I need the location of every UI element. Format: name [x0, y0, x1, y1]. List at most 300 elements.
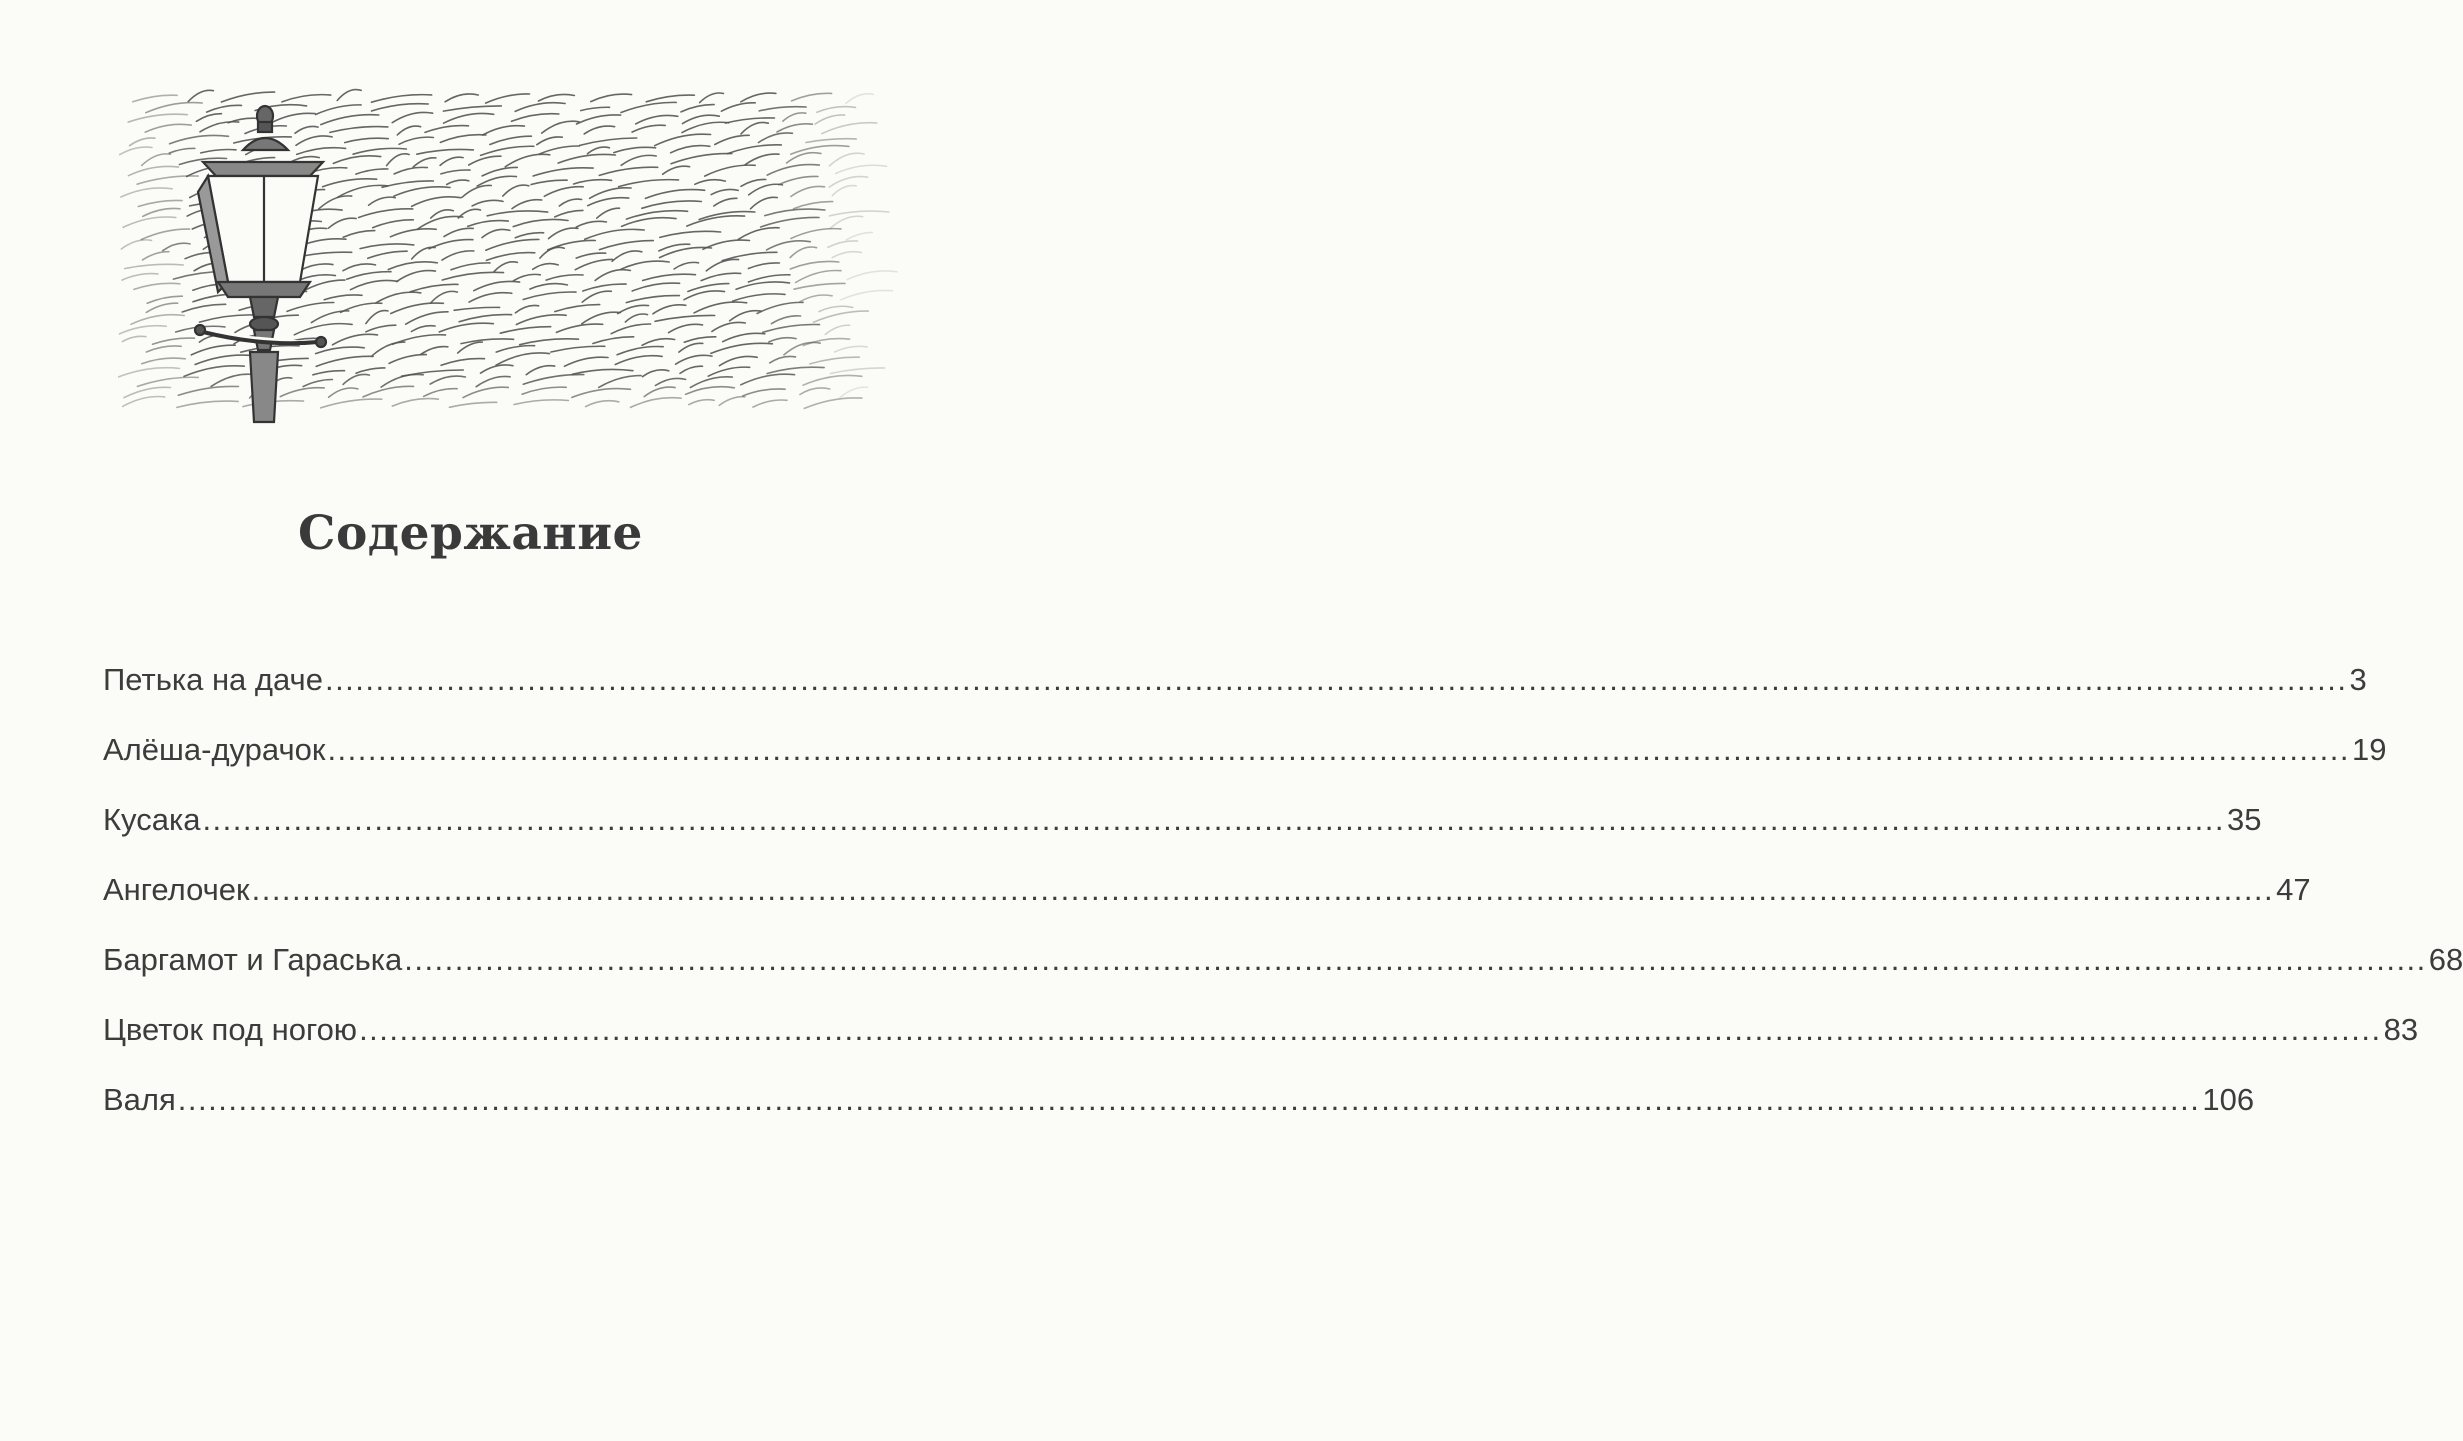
hatch-stroke — [538, 94, 574, 101]
hatch-stroke — [451, 263, 490, 270]
hatch-stroke — [625, 314, 647, 322]
hatch-stroke — [682, 122, 729, 132]
hatch-stroke — [741, 179, 766, 186]
hatch-stroke — [711, 343, 773, 353]
hatch-stroke — [439, 323, 493, 332]
hatch-stroke — [413, 158, 436, 167]
hatch-stroke — [397, 271, 436, 282]
hatch-stroke — [564, 357, 608, 366]
hatch-stroke — [708, 367, 750, 376]
hatch-stroke — [559, 199, 581, 206]
hatch-stroke — [659, 244, 690, 251]
hatch-stroke — [351, 280, 398, 289]
hatch-stroke — [170, 135, 229, 143]
hatch-stroke — [588, 198, 629, 206]
hatch-stroke — [846, 232, 872, 240]
hatch-stroke — [476, 376, 510, 386]
hatch-stroke — [321, 399, 382, 408]
hatch-stroke — [356, 169, 388, 174]
hatch-stroke — [767, 165, 819, 176]
toc-entry-title: Ангелочек — [103, 872, 250, 907]
hatch-stroke — [674, 262, 698, 269]
hatch-stroke — [137, 176, 198, 184]
toc-entry-page: 47 — [2276, 872, 2311, 907]
hatch-stroke — [804, 398, 862, 408]
hatch-stroke — [282, 95, 331, 102]
hatch-stroke — [272, 113, 316, 122]
toc-leader-dots: ........................................................................................................................................................................................................ — [359, 1012, 2382, 1047]
hatch-stroke — [828, 241, 858, 247]
hatch-stroke — [655, 378, 685, 385]
toc-entry — [103, 768, 2262, 838]
hatch-stroke — [381, 374, 423, 387]
hatch-stroke — [587, 147, 609, 154]
hatch-stroke — [829, 211, 889, 216]
hatch-stroke — [360, 244, 414, 249]
hatch-stroke — [753, 400, 787, 407]
toc-entry-page: 106 — [2202, 1082, 2255, 1117]
hatch-stroke — [412, 197, 461, 207]
hatch-stroke — [392, 112, 432, 122]
hatch-stroke — [777, 124, 812, 132]
hatch-stroke — [440, 135, 486, 143]
hatch-stroke — [474, 281, 520, 290]
toc-leader-dots: ........................................................................................................................................................................................................ — [327, 732, 2350, 767]
hatch-stroke — [120, 326, 167, 334]
hatch-stroke — [597, 208, 620, 218]
hatch-stroke — [721, 103, 755, 111]
hatch-stroke — [123, 217, 176, 227]
hatch-stroke — [580, 138, 637, 145]
hatch-stroke — [412, 247, 435, 259]
hatch-stroke — [121, 188, 172, 197]
hatch-stroke — [191, 345, 235, 355]
hatch-stroke — [459, 315, 512, 322]
hatch-stroke — [669, 324, 703, 332]
hatch-stroke — [421, 347, 448, 355]
hatch-stroke — [645, 190, 704, 199]
hatch-stroke — [520, 339, 579, 345]
hatch-stroke — [617, 346, 663, 354]
hatch-stroke — [642, 339, 675, 346]
hatch-stroke — [584, 126, 614, 134]
hatch-stroke — [686, 387, 735, 395]
hatch-stroke — [631, 398, 682, 408]
hatch-stroke — [153, 338, 195, 344]
hatch-stroke — [390, 229, 436, 237]
hatch-stroke — [794, 283, 845, 289]
hatch-stroke — [549, 228, 578, 239]
hatch-stroke — [128, 114, 187, 122]
hatch-stroke — [134, 283, 180, 289]
hatch-stroke — [576, 221, 606, 227]
street-lamp-illustration — [78, 92, 858, 422]
hatch-stroke — [188, 90, 213, 101]
hatch-stroke — [653, 305, 686, 314]
hatch-stroke — [417, 216, 462, 229]
hatch-stroke — [714, 198, 737, 206]
hatch-stroke — [444, 228, 473, 236]
hatch-stroke — [469, 156, 501, 165]
toc-leader-dots: ........................................................................................................................................................................................................ — [202, 802, 2225, 837]
hatch-stroke — [145, 124, 191, 132]
hatch-stroke — [363, 386, 414, 397]
hatch-stroke — [690, 377, 732, 388]
hatch-stroke — [441, 359, 484, 366]
hatch-stroke — [819, 306, 853, 311]
hatch-stroke — [599, 167, 657, 175]
hatch-stroke — [178, 386, 238, 395]
hatch-stroke — [741, 374, 795, 385]
hatch-stroke — [712, 322, 745, 331]
hatch-stroke — [333, 334, 378, 345]
hatch-stroke — [337, 90, 361, 101]
hatch-stroke — [512, 114, 559, 122]
hatch-stroke — [701, 273, 741, 280]
hatch-stroke — [449, 402, 496, 407]
hatch-stroke — [477, 176, 516, 186]
hatch-stroke — [595, 270, 630, 281]
toc-entry-page: 3 — [2349, 662, 2367, 697]
hatch-stroke — [533, 168, 593, 176]
hatch-stroke — [454, 307, 500, 310]
hatch-stroke — [146, 346, 181, 352]
hatch-stroke — [599, 376, 641, 388]
hatch-stroke — [796, 270, 841, 282]
hatch-stroke — [660, 231, 721, 237]
hatch-stroke — [425, 126, 469, 133]
hatch-stroke — [200, 315, 253, 322]
hatch-stroke — [758, 133, 792, 143]
hatch-stroke — [142, 154, 171, 166]
hatch-stroke — [125, 264, 184, 268]
hatch-stroke — [763, 324, 820, 332]
hatch-stroke — [572, 389, 631, 398]
hatch-stroke — [825, 325, 849, 334]
hatch-stroke — [830, 216, 863, 228]
hatch-stroke — [195, 355, 250, 364]
hatch-stroke — [406, 312, 448, 324]
hatch-stroke — [123, 396, 165, 406]
toc-entry-page: 19 — [2352, 732, 2387, 767]
hatch-stroke — [738, 228, 779, 240]
hatch-stroke — [741, 122, 768, 133]
hatch-stroke — [316, 356, 373, 366]
hatch-stroke — [586, 401, 619, 407]
hatch-stroke — [221, 92, 274, 102]
hatch-stroke — [655, 134, 711, 146]
hatch-stroke — [574, 180, 612, 184]
hatch-stroke — [443, 106, 501, 111]
hatch-stroke — [515, 103, 565, 112]
hatch-stroke — [743, 389, 785, 396]
hatch-stroke — [803, 375, 862, 385]
hatch-stroke — [745, 154, 779, 165]
hatch-stroke — [694, 302, 747, 313]
hatch-stroke — [794, 202, 833, 209]
hatch-stroke — [684, 337, 716, 342]
hatch-stroke — [445, 94, 478, 102]
hatch-stroke — [368, 251, 407, 258]
hatch-stroke — [619, 180, 679, 187]
toc-leader-dots: ........................................................................................................................................................................................................ — [404, 942, 2427, 977]
hatch-stroke — [671, 154, 732, 164]
hatch-stroke — [832, 252, 861, 258]
hatch-stroke — [748, 263, 779, 269]
hatch-stroke — [299, 264, 333, 271]
hatch-stroke — [591, 94, 632, 101]
hatch-stroke — [771, 316, 800, 324]
hatch-stroke — [790, 261, 839, 269]
hatch-stroke — [316, 105, 362, 115]
hatch-stroke — [297, 148, 346, 155]
hatch-stroke — [515, 305, 538, 312]
hatch-stroke — [572, 369, 633, 374]
hatch-stroke — [424, 389, 458, 397]
hatch-stroke — [483, 126, 525, 135]
hatch-stroke — [146, 103, 202, 113]
hatch-stroke — [632, 283, 679, 291]
hatch-stroke — [655, 315, 715, 321]
hatch-stroke — [329, 388, 358, 397]
hatch-stroke — [369, 197, 396, 205]
hatch-stroke — [792, 93, 832, 101]
hatch-stroke — [463, 387, 508, 397]
hatch-stroke — [472, 200, 503, 206]
hatch-stroke — [462, 185, 491, 197]
hatch-stroke — [582, 291, 611, 302]
toc-entry-page: 35 — [2227, 802, 2262, 837]
hatch-stroke — [577, 115, 621, 124]
hatch-stroke — [546, 275, 583, 280]
hatch-stroke — [540, 247, 564, 258]
hatch-stroke — [585, 229, 645, 239]
hatch-stroke — [663, 166, 690, 174]
hatch-stroke — [280, 388, 324, 397]
hatch-stroke — [486, 94, 530, 103]
hatch-stroke — [343, 264, 376, 271]
table-of-contents — [103, 628, 2463, 1118]
hatch-stroke — [765, 209, 825, 216]
toc-entry-page: 68 — [2428, 942, 2463, 977]
hatch-stroke — [131, 315, 184, 325]
hatch-stroke — [761, 217, 819, 227]
hatch-stroke — [490, 136, 532, 144]
hatch-stroke — [373, 220, 414, 228]
hatch-stroke — [700, 93, 724, 103]
hatch-stroke — [555, 210, 583, 217]
hatch-stroke — [482, 229, 510, 237]
hatch-stroke — [847, 271, 897, 280]
toc-leader-dots: ........................................................................................................................................................................................................ — [324, 662, 2348, 697]
hatch-stroke — [615, 356, 662, 365]
hatch-stroke — [333, 156, 380, 164]
hatch-stroke — [671, 146, 710, 153]
toc-entry-title: Кусака — [103, 802, 201, 837]
hatch-stroke — [791, 186, 825, 196]
hatch-stroke — [372, 95, 432, 103]
hatch-stroke — [311, 311, 348, 323]
hatch-stroke — [600, 241, 654, 250]
hatch-stroke — [829, 153, 864, 166]
hatch-stroke — [783, 113, 806, 121]
hatch-stroke — [681, 105, 714, 112]
hatch-stroke — [121, 240, 151, 249]
hatch-stroke — [359, 209, 413, 218]
hatch-stroke — [706, 259, 738, 270]
hatch-stroke — [813, 311, 868, 322]
hatch-stroke — [496, 353, 549, 365]
hatch-stroke — [347, 272, 391, 280]
hatch-stroke — [817, 107, 856, 113]
hatch-stroke — [759, 107, 806, 111]
hatch-stroke — [142, 358, 186, 364]
hatch-stroke — [313, 371, 345, 375]
hatch-stroke — [719, 397, 745, 406]
hatch-stroke — [442, 251, 474, 260]
hatch-stroke — [621, 155, 656, 165]
hatch-stroke — [757, 302, 803, 313]
hatch-stroke — [636, 115, 678, 123]
toc-entry — [103, 698, 2387, 768]
hatch-stroke — [196, 114, 221, 122]
toc-leader-dots: ........................................................................................................................................................................................................ — [251, 872, 2275, 907]
hatch-stroke — [539, 146, 579, 154]
hatch-stroke — [120, 147, 152, 154]
hatch-stroke — [366, 325, 396, 332]
hatch-stroke — [749, 184, 783, 195]
hatch-stroke — [705, 165, 756, 176]
hatch-stroke — [389, 355, 426, 364]
hatch-stroke — [621, 102, 676, 112]
hatch-stroke — [676, 355, 712, 364]
hatch-stroke — [201, 150, 236, 153]
hatch-stroke — [376, 292, 421, 303]
hatch-stroke — [122, 274, 158, 281]
hatch-stroke — [399, 137, 433, 144]
toc-entry-title: Алёша-дурачок — [103, 732, 326, 767]
hatch-stroke — [581, 107, 610, 110]
hatch-stroke — [800, 295, 832, 302]
hatch-stroke — [169, 148, 195, 153]
hatch-stroke — [211, 374, 255, 386]
hatch-stroke — [481, 146, 534, 155]
hatch-stroke — [523, 292, 576, 300]
hatch-stroke — [330, 127, 388, 133]
hatch-stroke — [343, 374, 369, 384]
hatch-stroke — [542, 121, 579, 133]
hatch-stroke — [593, 337, 634, 344]
hatch-stroke — [513, 274, 540, 280]
hatch-stroke — [138, 200, 182, 206]
hatch-stroke — [806, 139, 856, 143]
hatch-stroke — [505, 154, 550, 166]
hatch-stroke — [537, 137, 563, 145]
hatch-stroke — [612, 251, 642, 261]
hatch-stroke — [482, 167, 517, 176]
hatch-stroke — [611, 324, 650, 334]
toc-leader-dots: ........................................................................................................................................................................................................ — [177, 1082, 2201, 1117]
hatch-stroke — [147, 296, 182, 303]
hatch-stroke — [643, 274, 696, 280]
hatch-stroke — [684, 291, 725, 300]
hatch-stroke — [632, 125, 665, 132]
hatch-stroke — [741, 93, 776, 102]
hatch-stroke — [711, 189, 738, 194]
hatch-stroke — [388, 262, 437, 270]
hatch-stroke — [324, 295, 362, 300]
hatch-stroke — [695, 180, 726, 185]
hatch-stroke — [790, 247, 816, 257]
hatch-stroke — [687, 216, 745, 226]
hatch-stroke — [141, 229, 189, 240]
hatch-stroke — [779, 176, 818, 184]
hatch-stroke — [626, 296, 679, 303]
toc-entry-title: Валя — [103, 1082, 176, 1117]
hatch-stroke — [207, 105, 242, 112]
hatch-stroke — [723, 333, 765, 341]
toc-entry — [103, 978, 2419, 1048]
hatch-stroke — [486, 253, 534, 261]
hatch-stroke — [137, 377, 198, 386]
hatch-stroke — [123, 336, 146, 341]
hatch-stroke — [184, 366, 244, 377]
hatch-stroke — [442, 272, 503, 280]
hatch-stroke — [531, 180, 567, 184]
hatch-stroke — [353, 148, 406, 154]
hatch-stroke — [303, 379, 332, 386]
hatch-stroke — [394, 187, 450, 196]
hatch-stroke — [769, 338, 796, 342]
hatch-stroke — [343, 231, 375, 238]
toc-entry-title: Цветок под ногою — [103, 1012, 358, 1047]
hatch-stroke — [784, 342, 820, 354]
hatch-stroke — [119, 368, 180, 377]
hatch-stroke — [551, 346, 605, 352]
hatch-stroke — [730, 311, 761, 321]
hatch-stroke — [841, 290, 892, 299]
page-title: Содержание — [298, 506, 643, 561]
hatch-stroke — [688, 284, 729, 292]
hatch-stroke — [583, 284, 626, 291]
hatch-stroke — [679, 343, 703, 352]
toc-entry — [103, 628, 2367, 698]
hatch-stroke — [646, 95, 694, 102]
hatch-stroke — [622, 218, 676, 227]
hatch-stroke — [791, 229, 841, 239]
hatch-stroke — [430, 376, 465, 384]
hatch-stroke — [431, 291, 458, 303]
hatch-stroke — [411, 326, 435, 332]
hatch-stroke — [832, 186, 856, 196]
toc-entry — [103, 838, 2311, 908]
hatch-stroke — [177, 401, 238, 407]
hatch-stroke — [513, 219, 568, 226]
hatch-stroke — [143, 252, 169, 260]
toc-entry-title: Баргамот и Гараська — [103, 942, 403, 977]
hatch-stroke — [469, 293, 512, 302]
hatch-stroke — [366, 311, 388, 324]
hatch-stroke — [441, 170, 470, 174]
hatch-stroke — [621, 261, 669, 269]
hatch-stroke — [163, 243, 190, 251]
hatch-stroke — [748, 275, 790, 282]
hatch-stroke — [751, 197, 778, 208]
hatch-stroke — [287, 302, 334, 311]
hatch-stroke — [642, 201, 702, 208]
hatch-stroke — [447, 180, 469, 184]
hatch-stroke — [736, 282, 789, 289]
